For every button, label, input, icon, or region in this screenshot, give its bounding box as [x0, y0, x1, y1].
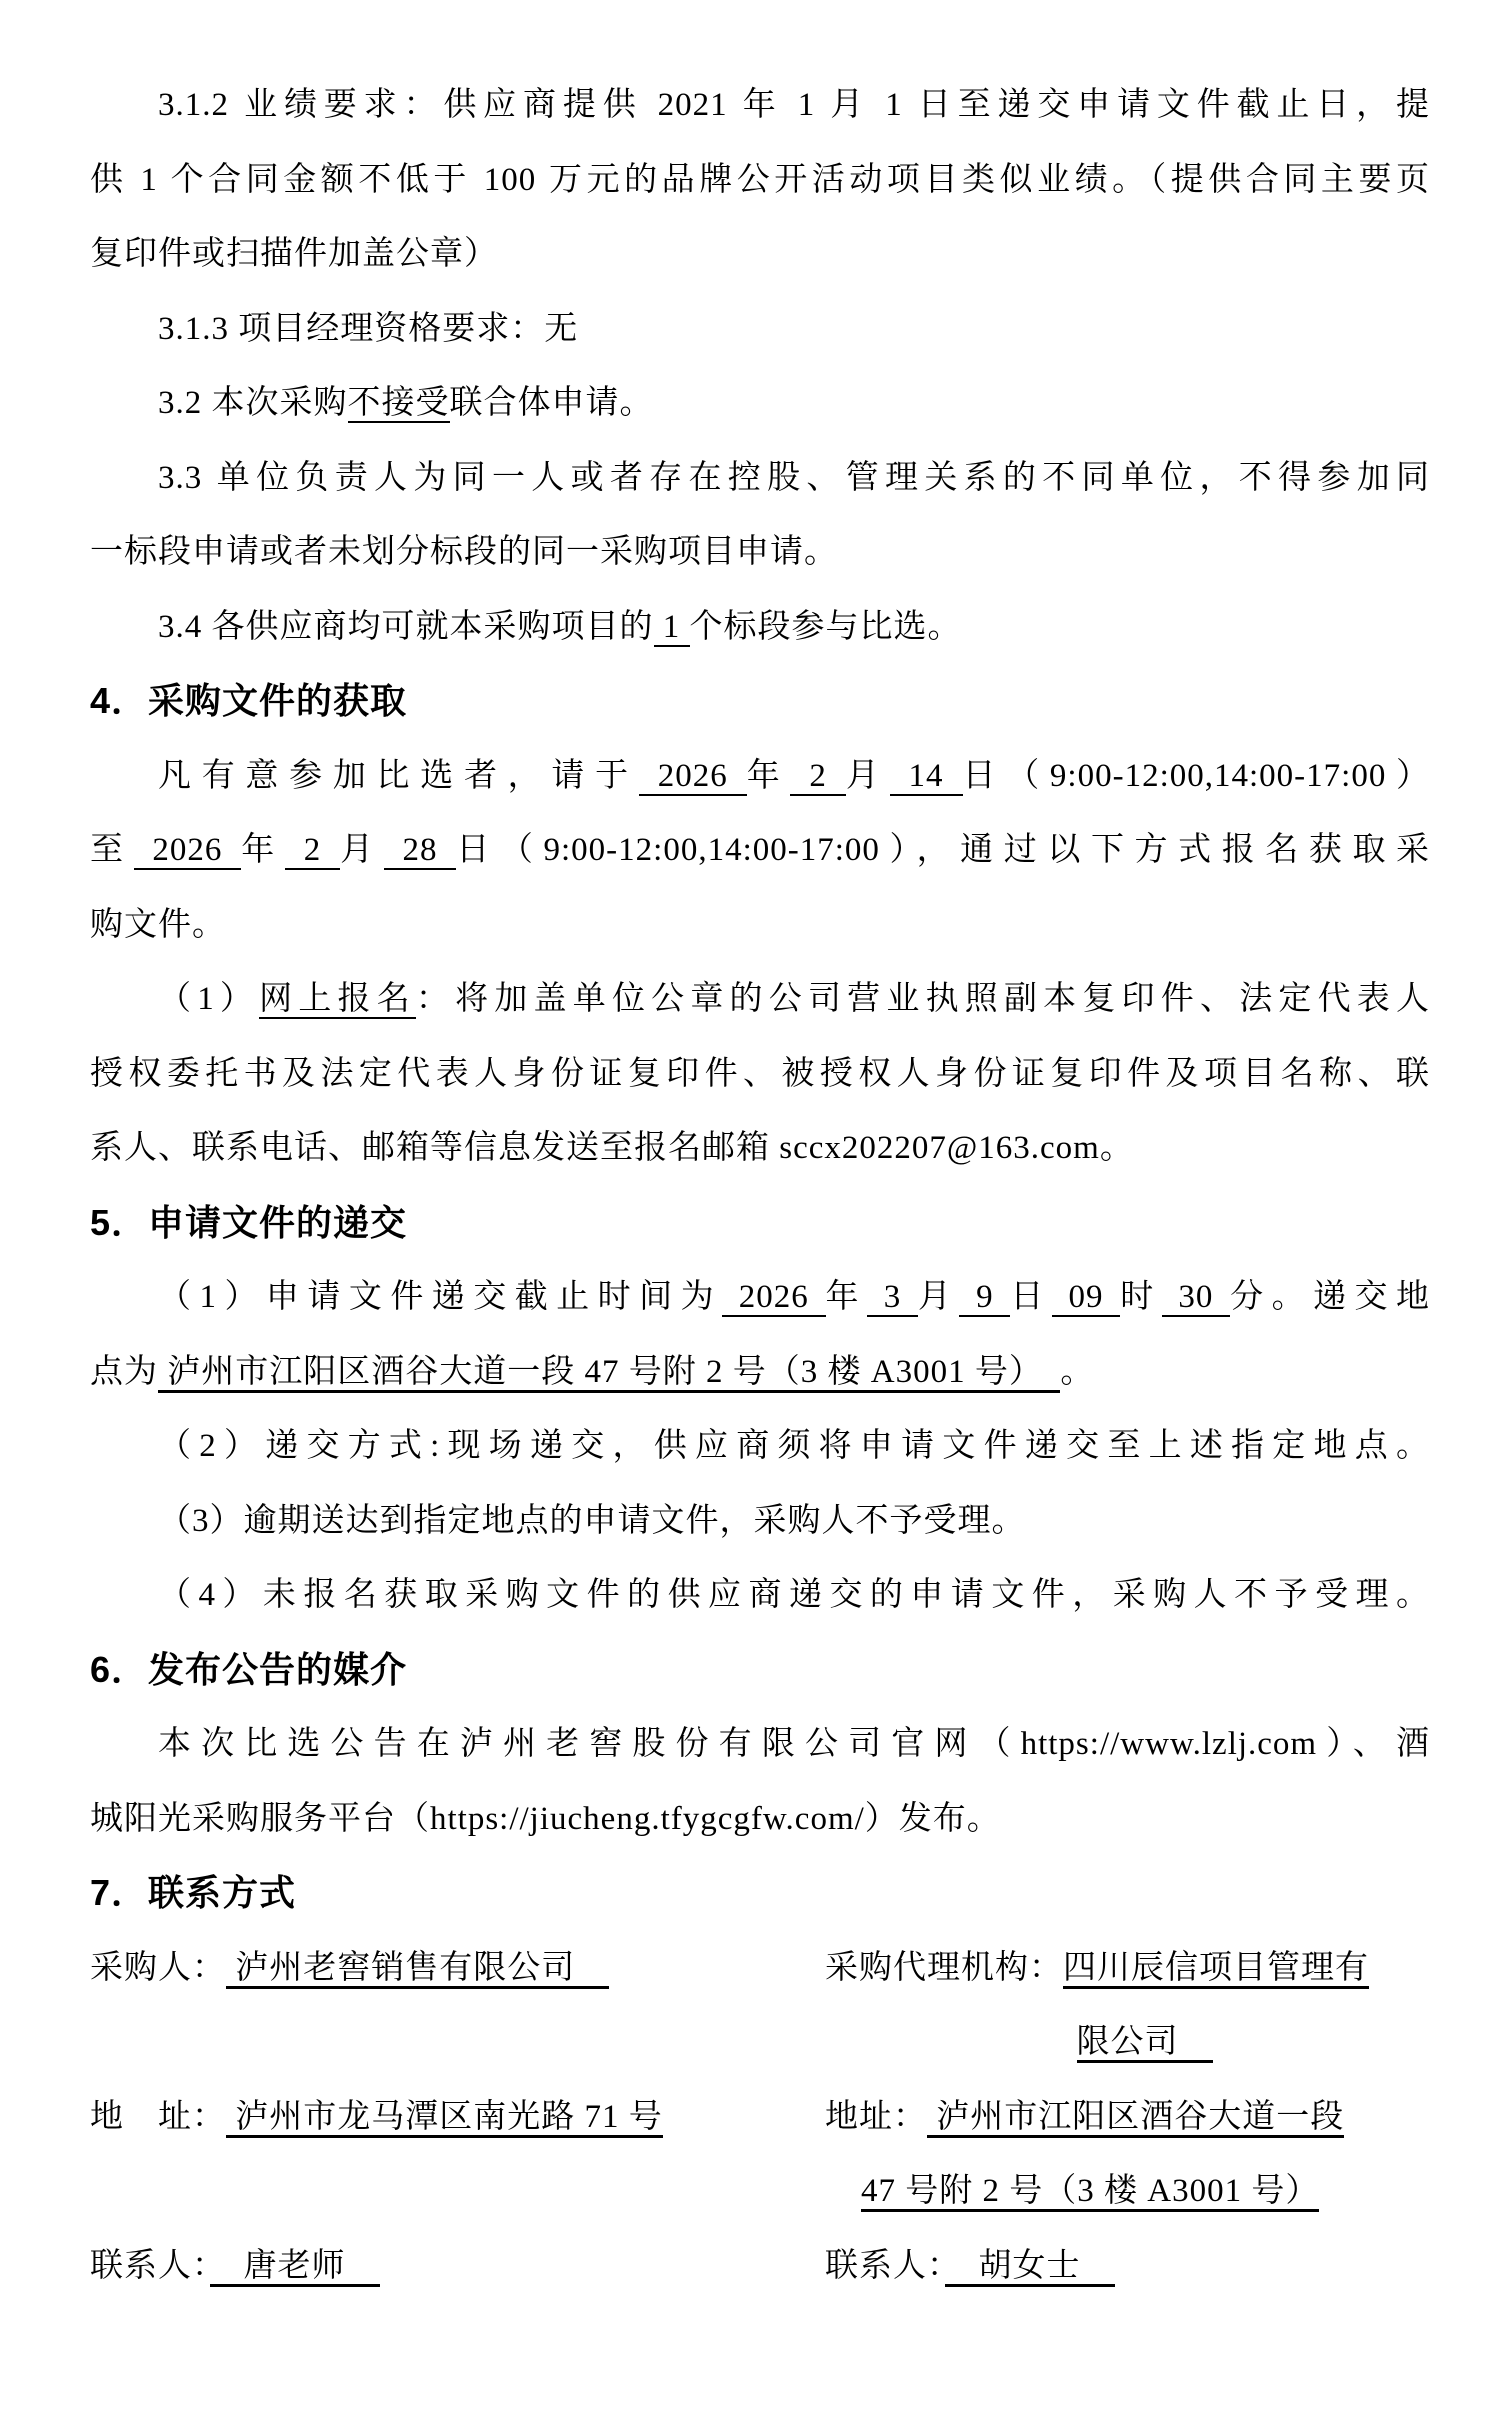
text-segment: 3.3 单位负责人为同一人或者存在控股、管理关系的不同单位，不得参加同	[158, 459, 1430, 496]
text-segment: 联系人：	[825, 2247, 945, 2284]
underlined-field-text: 泸州老窖销售有限公司	[226, 1950, 609, 1989]
contact-row-4-left	[90, 2154, 825, 2229]
clause-3.1.2-line1	[90, 68, 1430, 143]
text-segment: 日（9:00-12:00,14:00-17:00），通过以下方式报名获取采	[456, 832, 1430, 868]
text-segment: 日（9:00-12:00,14:00-17:00）	[962, 757, 1430, 794]
text-segment: 年	[746, 757, 791, 794]
text-segment: （4）未报名获取采购文件的供应商递交的申请文件，采购人不予受理。	[158, 1577, 1430, 1613]
contact-row-1-left	[90, 1931, 825, 2006]
text-segment: 6．发布公告的媒介	[90, 1648, 408, 1690]
text-segment: 年	[825, 1279, 867, 1315]
underlined-field-text: 不接受	[347, 385, 450, 421]
contact-row-3-right	[825, 2080, 1430, 2155]
text-segment: 年	[241, 832, 285, 868]
para-4-line1	[90, 739, 1430, 814]
contact-row-5-left	[90, 2229, 825, 2304]
underlined-field-text: 14	[889, 757, 963, 794]
text-segment: 凡有意参加比选者，请于	[158, 757, 639, 794]
text-segment: （1）	[158, 981, 260, 1017]
underlined-field-text: 2026	[133, 832, 242, 868]
para-4-item1-line3	[90, 1111, 1430, 1186]
text-segment: 联合体申请。	[449, 385, 654, 421]
text-segment: 3.1.3 项目经理资格要求：无	[158, 310, 579, 347]
heading-7	[90, 1856, 1430, 1931]
text-segment: 地 址：	[90, 2098, 226, 2135]
underlined-field-text: 28	[383, 832, 457, 868]
text-segment: 至	[90, 832, 134, 868]
text-segment: 月	[340, 832, 384, 868]
underlined-field-text: 09	[1051, 1279, 1121, 1315]
text-segment: 系人、联系电话、邮箱等信息发送至报名邮箱	[90, 1130, 780, 1166]
text-segment: 月	[845, 757, 890, 794]
text-segment: 城阳光采购服务平台（https://jiucheng.tfygcgfw.com/）发布。	[90, 1800, 1001, 1837]
contact-row-2	[90, 2005, 1430, 2080]
text-segment: 一标段申请或者未划分标段的同一采购项目申请。	[90, 534, 838, 570]
text-segment: （3）逾期送达到指定地点的申请文件，采购人不予受理。	[158, 1502, 1026, 1539]
contact-row-2-left	[90, 2005, 825, 2080]
underlined-field-text: 47 号附 2 号（3 楼 A3001 号）	[861, 2173, 1319, 2212]
clause-3.2	[90, 366, 1430, 441]
clause-3.1.3	[90, 292, 1430, 367]
underlined-field-text: 1	[653, 608, 690, 645]
text-segment: 。	[1060, 1353, 1095, 1390]
text-segment: 3.2 本次采购	[158, 385, 348, 421]
para-5-item3	[90, 1484, 1430, 1559]
underlined-field-text: 30	[1161, 1279, 1231, 1315]
underlined-field-text: 网上报名	[259, 981, 416, 1017]
clause-3.1.2-line3	[90, 217, 1430, 292]
contact-row-5	[90, 2229, 1430, 2304]
para-4-line3	[90, 888, 1430, 963]
underlined-field-text: 2	[284, 832, 341, 868]
contact-row-2-right	[825, 2005, 1430, 2080]
para-5-item1-line1	[90, 1260, 1430, 1335]
underlined-field-text: 3	[866, 1279, 918, 1315]
heading-4	[90, 664, 1430, 739]
text-segment: 复印件或扫描件加盖公章）	[90, 236, 498, 272]
text-segment: （1）申请文件递交截止时间为	[158, 1279, 723, 1315]
para-5-item4	[90, 1558, 1430, 1633]
text-segment: 时	[1120, 1279, 1162, 1315]
underlined-field-text: 限公司	[1077, 2024, 1213, 2063]
text-segment: 3.4 各供应商均可就本采购项目的	[158, 608, 654, 645]
para-5-item1-line2	[90, 1335, 1430, 1410]
clause-3.3-line1	[90, 441, 1430, 516]
contact-row-1	[90, 1931, 1430, 2006]
text-segment: 采购人：	[90, 1949, 226, 1986]
text-segment: 授权委托书及法定代表人身份证复印件、被授权人身份证复印件及项目名称、联	[90, 1055, 1430, 1092]
text-segment: 采购代理机构：	[825, 1949, 1063, 1986]
text-segment: 3.1.2 业绩要求：供应商提供 2021 年 1 月 1 日至递交申请文件截止日，提	[158, 87, 1430, 123]
underlined-field-text: 唐老师	[210, 2248, 380, 2287]
email-text: sccx202207@163.com	[779, 1130, 1100, 1166]
text-segment: 点为	[90, 1353, 158, 1390]
underlined-field-text: 9	[959, 1279, 1011, 1315]
clause-3.4	[90, 590, 1430, 665]
text-segment: 联系人：	[90, 2247, 210, 2284]
heading-5	[90, 1186, 1430, 1261]
text-segment: 本次比选公告在泸州老窖股份有限公司官网（https://www.lzlj.com）、酒	[158, 1726, 1430, 1762]
para-4-item1-line2	[90, 1037, 1430, 1112]
contact-row-3	[90, 2080, 1430, 2155]
text-segment: 日	[1010, 1279, 1052, 1315]
contact-row-1-right	[825, 1931, 1430, 2006]
text-segment: （2）递交方式:现场递交，供应商须将申请文件递交至上述指定地点。	[158, 1428, 1430, 1464]
underlined-field-text: 胡女士	[945, 2248, 1115, 2287]
text-segment: 月	[917, 1279, 960, 1315]
text-segment: 4．采购文件的获取	[90, 680, 408, 721]
underlined-field-text: 2026	[638, 757, 747, 794]
underlined-field-text: 2	[790, 757, 846, 794]
para-6-line1	[90, 1707, 1430, 1782]
text-segment: ：将加盖单位公章的公司营业执照副本复印件、法定代表人	[415, 981, 1430, 1017]
underlined-field-text: 泸州市江阳区酒谷大道一段 47 号附 2 号（3 楼 A3001 号）	[158, 1354, 1060, 1393]
underlined-field-text: 泸州市龙马潭区南光路 71 号	[226, 2099, 663, 2138]
text-segment: 5．申请文件的递交	[90, 1201, 408, 1243]
text-segment: 个标段参与比选。	[689, 608, 962, 645]
para-5-item2	[90, 1409, 1430, 1484]
text-segment: 购文件。	[90, 906, 226, 943]
contact-row-4	[90, 2154, 1430, 2229]
underlined-field-text: 2026	[722, 1279, 826, 1315]
para-6-line2	[90, 1782, 1430, 1857]
contact-row-4-right	[825, 2154, 1430, 2229]
text-segment: 7．联系方式	[90, 1872, 297, 1913]
contact-row-5-right	[825, 2229, 1430, 2304]
text-segment: 。	[1099, 1130, 1134, 1166]
text-segment: 供 1 个合同金额不低于 100 万元的品牌公开活动项目类似业绩。（提供合同主要页	[90, 161, 1430, 198]
contact-row-3-left	[90, 2080, 825, 2155]
clause-3.3-line2	[90, 515, 1430, 590]
text-segment: 分。递交地	[1230, 1279, 1430, 1315]
heading-6	[90, 1633, 1430, 1708]
text-segment: 地址：	[825, 2098, 927, 2135]
underlined-field-text: 四川辰信项目管理有	[1063, 1950, 1369, 1989]
para-4-line2	[90, 813, 1430, 888]
clause-3.1.2-line2	[90, 143, 1430, 218]
underlined-field-text: 泸州市江阳区酒谷大道一段	[927, 2099, 1344, 2138]
para-4-item1-line1	[90, 962, 1430, 1037]
